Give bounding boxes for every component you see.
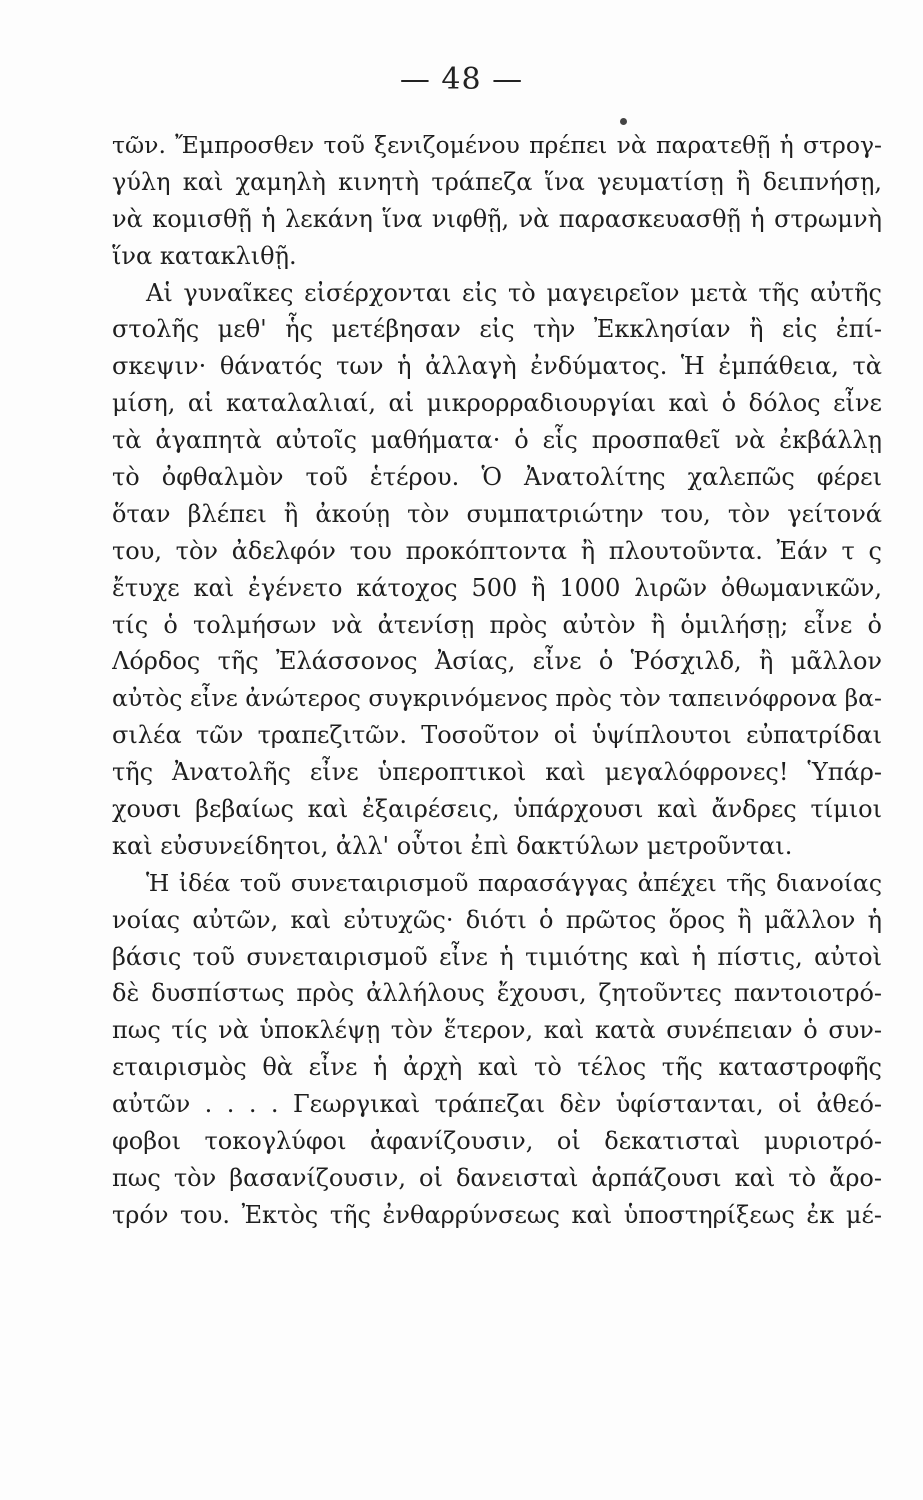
text-line: τὸ ὀφθαλμὸν τοῦ ἑτέρου. Ὁ Ἀνατολίτης χαλεπῶς φέρει xyxy=(112,463,882,492)
text-line: καὶ εὐσυνείδητοι, ἀλλ' οὗτοι ἐπὶ δακτύλων μετροῦνται. xyxy=(112,831,793,860)
text-line: τῆς Ἀνατολῆς εἶνε ὑπεροπτικοὶ καὶ μεγαλόφρονες! Ὑπάρ- xyxy=(112,758,882,787)
text-line: ἵνα κατακλιθῇ. xyxy=(112,241,297,270)
text-line: μίση, αἱ καταλαλιαί, αἱ μικρορραδιουργίαι καὶ ὁ δόλος εἶνε xyxy=(112,389,882,418)
text-line: χουσι βεβαίως καὶ ἐξαιρέσεις, ὑπάρχουσι καὶ ἄνδρες τίμιοι xyxy=(112,795,882,824)
text-line: του, τὸν ἀδελφόν του προκόπτοντα ἢ πλουτοῦντα. Ἐάν τ ς xyxy=(112,536,882,565)
page-number: — 48 — xyxy=(399,62,524,97)
text-line: Λόρδος τῆς Ἐλάσσονος Ἀσίας, εἶνε ὁ Ῥόσχιλδ, ἢ μᾶλλον xyxy=(112,647,882,676)
text-line: ὅταν βλέπει ἢ ἀκούῃ τὸν συμπατριώτην του, τὸν γείτονά xyxy=(112,499,882,528)
text-line: πως τίς νὰ ὑποκλέψῃ τὸν ἕτερον, καὶ κατὰ συνέπειαν ὁ συν- xyxy=(112,1016,882,1045)
text-line: Αἱ γυναῖκες εἰσέρχονται εἰς τὸ μαγειρεῖον μετὰ τῆς αὐτῆς xyxy=(146,278,882,307)
text-line: ἔτυχε καὶ ἐγένετο κάτοχος 500 ἢ 1000 λιρῶν ὀθωμανικῶν, xyxy=(112,573,882,602)
ink-speck xyxy=(620,118,627,125)
text-line: γύλη καὶ χαμηλὴ κινητὴ τράπεζα ἵνα γευματίσῃ ἢ δειπνήσῃ, xyxy=(112,167,882,196)
text-line: πως τὸν βασανίζουσιν, οἱ δανεισταὶ ἁρπάζουσι καὶ τὸ ἄρο- xyxy=(112,1163,882,1192)
text-line: νὰ κομισθῇ ἡ λεκάνη ἵνα νιφθῇ, νὰ παρασκευασθῇ ἡ στρωμνὴ xyxy=(112,204,882,233)
text-line: τὰ ἀγαπητὰ αὐτοῖς μαθήματα· ὁ εἷς προσπαθεῖ νὰ ἐκβάλλῃ xyxy=(112,426,882,455)
text-line: σιλέα τῶν τραπεζιτῶν. Τοσοῦτον οἱ ὑψίπλουτοι εὐπατρίδαι xyxy=(112,721,882,750)
text-line: φοβοι τοκογλύφοι ἀφανίζουσιν, οἱ δεκατισταὶ μυριοτρό- xyxy=(112,1127,882,1156)
text-line: νοίας αὐτῶν, καὶ εὐτυχῶς· διότι ὁ πρῶτος ὅρος ἢ μᾶλλον ἡ xyxy=(112,905,882,934)
text-line: εταιρισμὸς θὰ εἶνε ἡ ἀρχὴ καὶ τὸ τέλος τῆς καταστροφῆς xyxy=(112,1053,882,1082)
text-line: αὐτὸς εἶνε ἀνώτερος συγκρινόμενος πρὸς τὸν ταπεινόφρονα βα- xyxy=(112,684,882,713)
text-line: στολῆς μεθ' ἧς μετέβησαν εἰς τὴν Ἐκκλησίαν ἢ εἰς ἐπί- xyxy=(112,315,882,344)
text-line: βάσις τοῦ συνεταιρισμοῦ εἶνε ἡ τιμιότης καὶ ἡ πίστις, αὐτοὶ xyxy=(112,942,882,971)
text-line: αὐτῶν . . . . Γεωργικαὶ τράπεζαι δὲν ὑφίστανται, οἱ ἀθεό- xyxy=(112,1090,882,1119)
text-line: Ἡ ἰδέα τοῦ συνεταιρισμοῦ παρασάγγας ἀπέχει τῆς διανοίας xyxy=(146,868,882,897)
text-line: τρόν του. Ἐκτὸς τῆς ἐνθαρρύνσεως καὶ ὑποστηρίξεως ἐκ μέ- xyxy=(112,1200,882,1229)
text-line: δὲ δυσπίστως πρὸς ἀλλήλους ἔχουσι, ζητοῦντες παντοιοτρό- xyxy=(112,979,882,1008)
body-text xyxy=(112,127,882,1234)
text-line: τίς ὁ τολμήσων νὰ ἀτενίσῃ πρὸς αὐτὸν ἢ ὁμιλήσῃ; εἶνε ὁ xyxy=(112,610,882,639)
text-line: τῶν. Ἔμπροσθεν τοῦ ξενιζομένου πρέπει νὰ παρατεθῇ ἡ στρογ- xyxy=(112,131,882,159)
text-line: σκεψιν· θάνατός των ἡ ἀλλαγὴ ἐνδύματος. Ἡ ἐμπάθεια, τὰ xyxy=(112,352,882,381)
